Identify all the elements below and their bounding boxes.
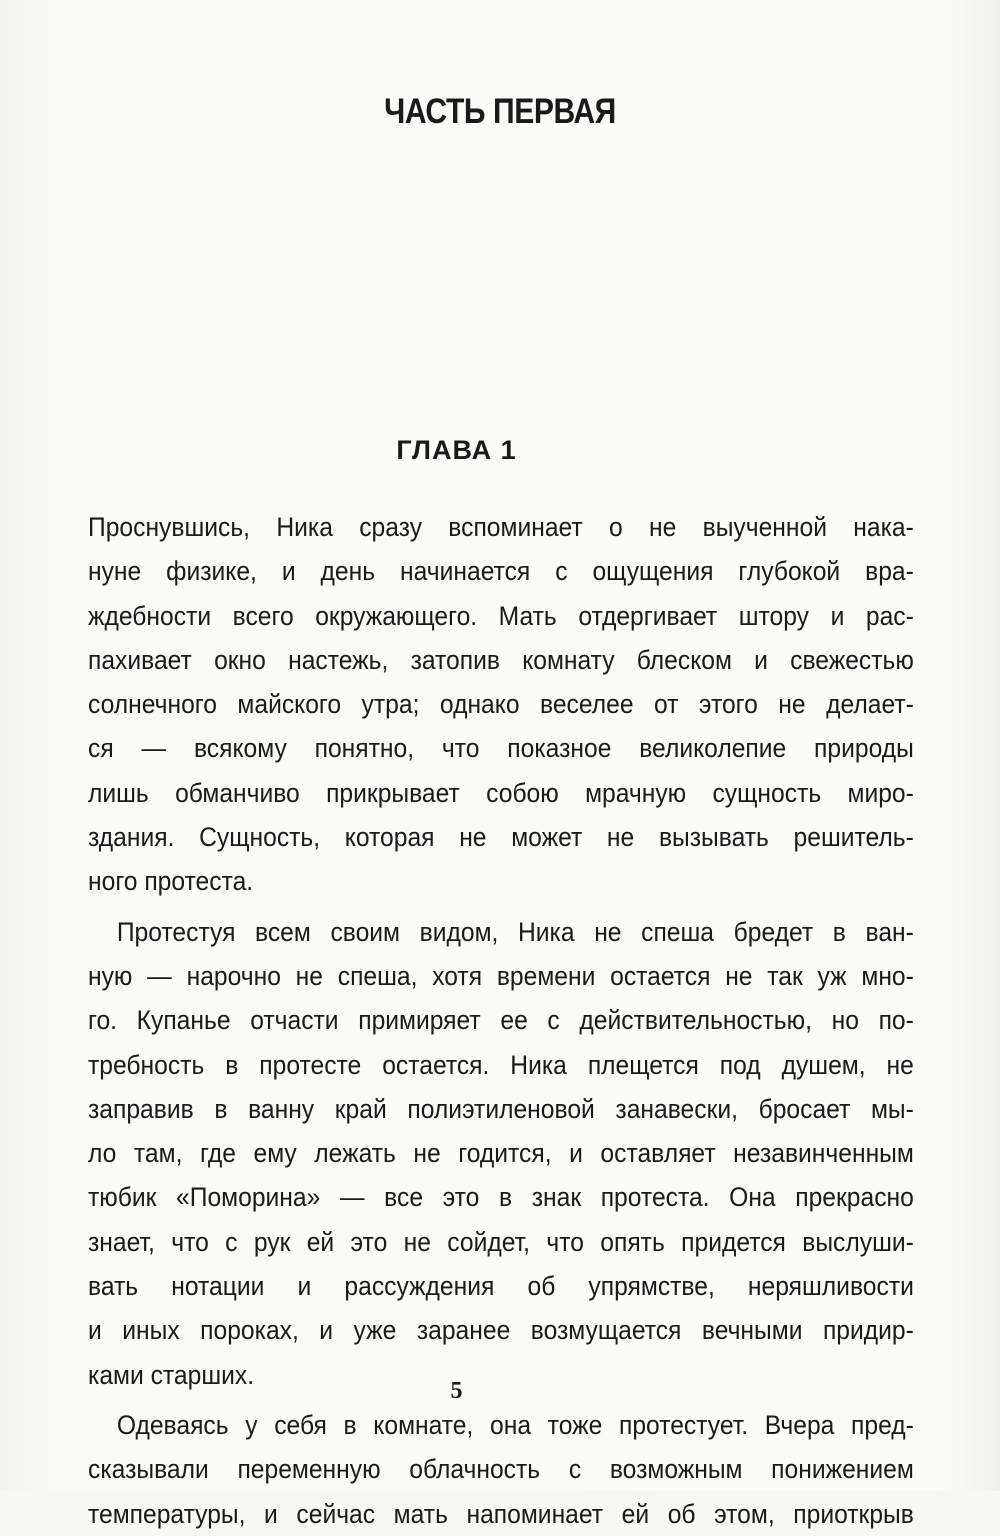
chapter-title: ГЛАВА 1 (396, 435, 517, 465)
text-line: лишь обманчиво прикрывает собою мрачную сущность миро- (88, 777, 914, 808)
text-line: нуне физике, и день начинается с ощущения глубокой вра- (88, 556, 914, 587)
part-title: ЧАСТЬ ПЕРВАЯ (384, 92, 616, 131)
paragraph (88, 1403, 914, 1536)
text-line: сказывали переменную облачность с возможным понижением (88, 1454, 914, 1485)
text-line: вать нотации и рассуждения об упрямстве, неряшливости (88, 1271, 914, 1302)
text-line: здания. Сущность, которая не может не вызывать решитель- (88, 822, 914, 853)
text-line: требность в протесте остается. Ника плещется под душем, не (88, 1049, 914, 1080)
text-line: Протестуя всем своим видом, Ника не спеша бредет в ван- (116, 916, 914, 947)
page-number: 5 (450, 1378, 463, 1404)
text-line: знает, что с рук ей это не сойдет, что опять придется выслуши- (88, 1226, 914, 1257)
text-line: ную — нарочно не спеша, хотя времени остается не так уж мно- (88, 960, 914, 991)
text-line: ся — всякому понятно, что показное великолепие природы (88, 733, 914, 764)
text-line: заправив в ванну край полиэтиленовой занавески, бросает мы- (88, 1093, 914, 1124)
text-line: ло там, где ему лежать не годится, и оставляет незавинченным (88, 1138, 914, 1169)
text-line: тюбик «Поморина» — все это в знак протеста. Она прекрасно (88, 1182, 914, 1213)
paragraph (88, 505, 914, 904)
text-line: ного протеста. (88, 866, 254, 897)
text-line: ждебности всего окружающего. Мать отдергивает штору и рас- (88, 600, 914, 631)
text-line: и иных пороках, и уже заранее возмущается вечными придир- (88, 1315, 914, 1346)
text-line: Проснувшись, Ника сразу вспоминает о не выученной нака- (88, 512, 914, 542)
text-line: Одеваясь у себя в комнате, она тоже протестует. Вчера пред- (116, 1409, 914, 1440)
text-line: ками старших. (88, 1359, 255, 1390)
text-line: солнечного майского утра; однако веселее от этого не делает- (88, 689, 914, 720)
text-line: температуры, и сейчас мать напоминает ей об этом, приоткрыв (88, 1498, 914, 1529)
text-line: пахивает окно настежь, затопив комнату блеском и свежестью (88, 644, 914, 675)
text-line: го. Купанье отчасти примиряет ее с действительностью, но по- (88, 1005, 914, 1036)
paragraph (88, 910, 914, 1397)
